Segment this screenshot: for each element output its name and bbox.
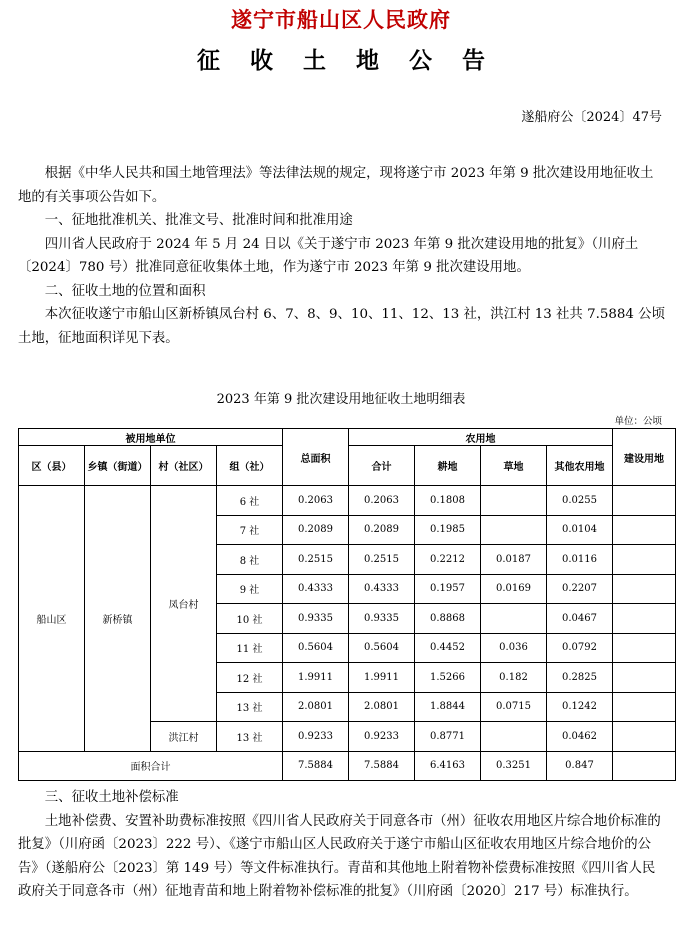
agri-total-cell: 0.9233 [349, 722, 415, 752]
sum-row [19, 751, 676, 781]
sum-other-cell: 0.847 [547, 751, 613, 781]
cultivated-cell: 0.1985 [415, 515, 481, 545]
group-cell: 9 社 [217, 574, 283, 604]
table-row [19, 486, 676, 516]
other-cell: 0.0467 [547, 604, 613, 634]
grass-cell: 0.182 [481, 663, 547, 693]
grass-cell: 0.0715 [481, 692, 547, 722]
header-land-unit: 被用地单位 [19, 429, 283, 446]
grass-cell: 0.0169 [481, 574, 547, 604]
document-number: 遂船府公〔2024〕47号 [521, 110, 662, 125]
header-group: 组（社） [217, 446, 283, 486]
grass-cell: 0.0187 [481, 545, 547, 575]
section2-paragraph: 本次征收遂宁市船山区新桥镇凤台村 6、7、8、9、10、11、12、13 社，洪江村 13 社共 7.5884 公顷土地，征地面积详见下表。 [18, 307, 665, 346]
header-total: 总面积 [283, 429, 349, 486]
intro-paragraph: 根据《中华人民共和国土地管理法》等法律法规的规定，现将遂宁市 2023 年第 9 批次建设用地征收土地的有关事项公告如下。 [18, 166, 654, 205]
section2-heading: 二、征收土地的位置和面积 [44, 283, 206, 299]
total-cell: 0.5604 [283, 633, 349, 663]
construction-cell [613, 692, 676, 722]
header-district: 区（县） [19, 446, 85, 486]
notice-body-top [18, 162, 666, 350]
construction-cell [613, 633, 676, 663]
grass-cell [481, 604, 547, 634]
town-cell: 新桥镇 [85, 486, 151, 752]
group-cell: 13 社 [217, 722, 283, 752]
sum-agri-total-cell: 7.5884 [349, 751, 415, 781]
total-cell: 0.9233 [283, 722, 349, 752]
grass-cell [481, 486, 547, 516]
grass-cell [481, 515, 547, 545]
total-cell: 2.0801 [283, 692, 349, 722]
construction-cell [613, 574, 676, 604]
notice-title: 征收土地公告 [197, 48, 515, 74]
village-cell: 洪江村 [151, 722, 217, 752]
sum-cultivated-cell: 6.4163 [415, 751, 481, 781]
group-cell: 13 社 [217, 692, 283, 722]
construction-cell [613, 604, 676, 634]
cultivated-cell: 0.1808 [415, 486, 481, 516]
header-construction: 建设用地 [613, 429, 676, 486]
construction-cell [613, 722, 676, 752]
issuer-title: 遂宁市船山区人民政府 [231, 8, 451, 32]
cultivated-cell: 1.5266 [415, 663, 481, 693]
group-cell: 8 社 [217, 545, 283, 575]
agri-total-cell: 2.0801 [349, 692, 415, 722]
group-cell: 7 社 [217, 515, 283, 545]
other-cell: 0.2825 [547, 663, 613, 693]
other-cell: 0.1242 [547, 692, 613, 722]
other-cell: 0.0792 [547, 633, 613, 663]
header-town: 乡镇（街道） [85, 446, 151, 486]
total-cell: 0.9335 [283, 604, 349, 634]
other-cell: 0.0104 [547, 515, 613, 545]
agri-total-cell: 0.5604 [349, 633, 415, 663]
other-cell: 0.0462 [547, 722, 613, 752]
sum-construction-cell [613, 751, 676, 781]
section3-heading: 三、征收土地补偿标准 [44, 790, 179, 805]
cultivated-cell: 0.8771 [415, 722, 481, 752]
header-other-agri: 其他农用地 [547, 446, 613, 486]
agri-total-cell: 0.9335 [349, 604, 415, 634]
agri-total-cell: 1.9911 [349, 663, 415, 693]
construction-cell [613, 486, 676, 516]
grass-cell: 0.036 [481, 633, 547, 663]
construction-cell [613, 515, 676, 545]
sum-grass-cell: 0.3251 [481, 751, 547, 781]
table-unit: 单位：公顷 [614, 416, 662, 427]
group-cell: 11 社 [217, 633, 283, 663]
district-cell: 船山区 [19, 486, 85, 752]
section1-heading: 一、征地批准机关、批准文号、批准时间和批准用途 [44, 213, 353, 228]
agri-total-cell: 0.2063 [349, 486, 415, 516]
total-cell: 1.9911 [283, 663, 349, 693]
agri-total-cell: 0.2515 [349, 545, 415, 575]
other-cell: 0.0255 [547, 486, 613, 516]
other-cell: 0.2207 [547, 574, 613, 604]
header-agri: 农用地 [349, 429, 613, 446]
header-cultivated: 耕地 [415, 446, 481, 486]
header-agri-total: 合计 [349, 446, 415, 486]
header-grass: 草地 [481, 446, 547, 486]
sum-label: 面积合计 [19, 751, 283, 781]
agri-total-cell: 0.2089 [349, 515, 415, 545]
cultivated-cell: 1.8844 [415, 692, 481, 722]
total-cell: 0.2063 [283, 486, 349, 516]
construction-cell [613, 663, 676, 693]
section3-paragraph: 土地补偿费、安置补助费标准按照《四川省人民政府关于同意各市（州）征收农用地区片综合地价标准的批复》（川府函〔2023〕222 号）、《遂宁市船山区人民政府关于遂宁市船山区征收农用地区片综合地价的公告》（遂船府公〔2023〕第 149 号）等文件标准执行。青苗和其他地上附着物补偿费标准按照《四川省人民政府关于同意各市（州）征地青苗和地上附着物补偿标准的批复》（川府函〔2020〕217 号）标准执行。 [18, 813, 661, 899]
total-cell: 0.2515 [283, 545, 349, 575]
total-cell: 0.4333 [283, 574, 349, 604]
cultivated-cell: 0.2212 [415, 545, 481, 575]
group-cell: 10 社 [217, 604, 283, 634]
group-cell: 12 社 [217, 663, 283, 693]
village-cell: 凤台村 [151, 486, 217, 722]
cultivated-cell: 0.4452 [415, 633, 481, 663]
cultivated-cell: 0.8868 [415, 604, 481, 634]
land-acquisition-table [18, 428, 676, 781]
agri-total-cell: 0.4333 [349, 574, 415, 604]
other-cell: 0.0116 [547, 545, 613, 575]
construction-cell [613, 545, 676, 575]
table-title: 2023 年第 9 批次建设用地征收土地明细表 [216, 392, 466, 407]
group-cell: 6 社 [217, 486, 283, 516]
total-cell: 0.2089 [283, 515, 349, 545]
cultivated-cell: 0.1957 [415, 574, 481, 604]
header-village: 村（社区） [151, 446, 217, 486]
grass-cell [481, 722, 547, 752]
sum-total-cell: 7.5884 [283, 751, 349, 781]
notice-body-bottom [18, 786, 666, 904]
section1-paragraph: 四川省人民政府于 2024 年 5 月 24 日以《关于遂宁市 2023 年第 9 批次建设用地的批复》（川府土〔2024〕780 号）批准同意征收集体土地，作为遂宁市 2023 年第 9 批次建设用地。 [18, 236, 639, 275]
